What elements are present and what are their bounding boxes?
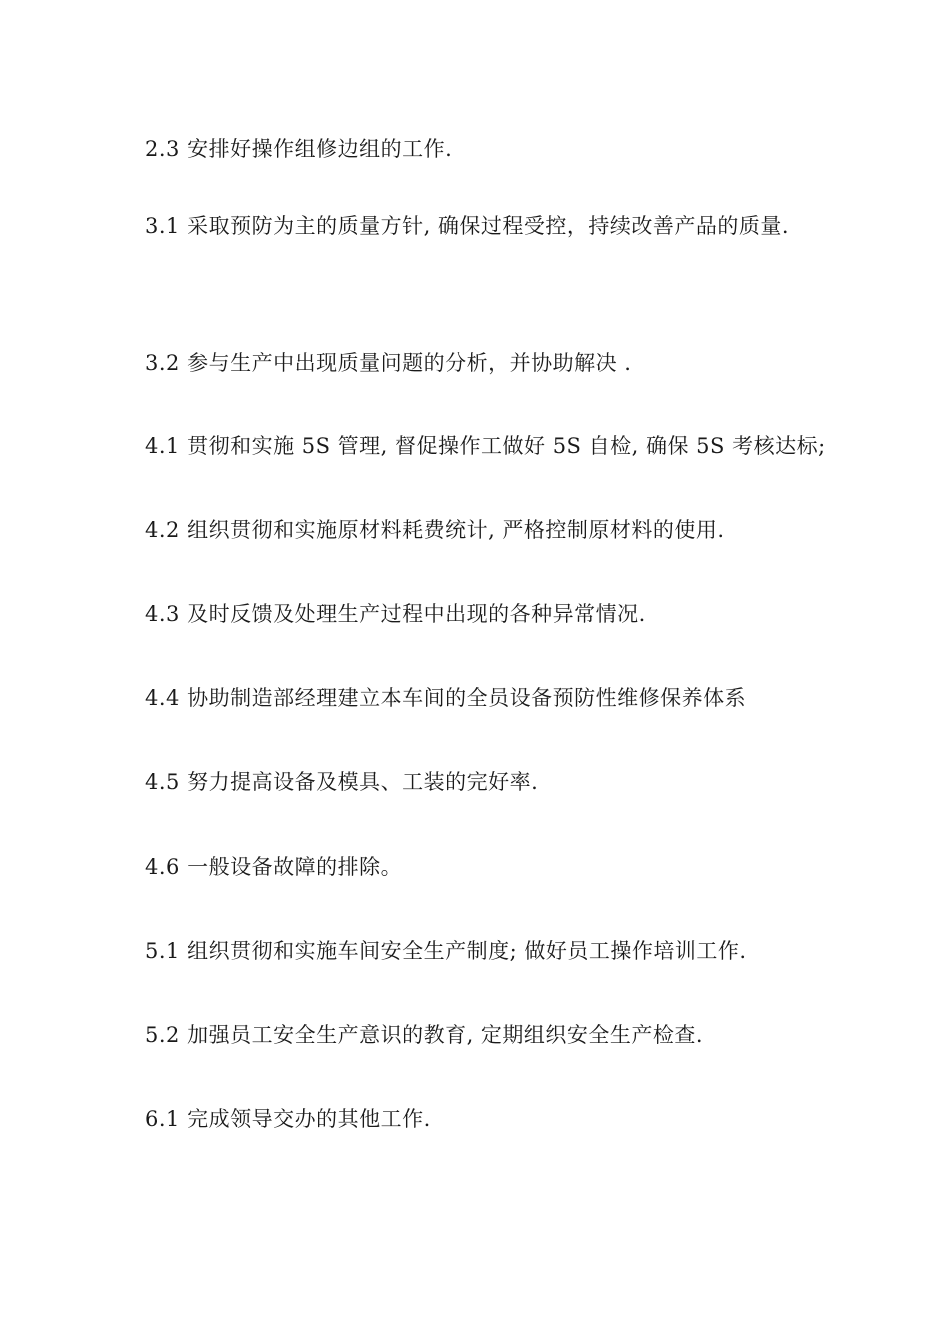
- paragraph-4-1: 4.1 贯彻和实施 5S 管理, 督促操作工做好 5S 自检, 确保 5S 考核达标;: [145, 434, 826, 458]
- paragraph-5-2: 5.2 加强员工安全生产意识的教育, 定期组织安全生产检查.: [145, 1023, 704, 1047]
- paragraph-4-2: 4.2 组织贯彻和实施原材料耗费统计, 严格控制原材料的使用.: [145, 518, 725, 542]
- paragraph-3-1: 3.1 采取预防为主的质量方针, 确保过程受控，持续改善产品的质量.: [145, 214, 790, 238]
- paragraph-3-2: 3.2 参与生产中出现质量问题的分析，并协助解决 .: [145, 351, 632, 375]
- paragraph-4-4: 4.4 协助制造部经理建立本车间的全员设备预防性维修保养体系: [145, 686, 747, 710]
- paragraph-4-5: 4.5 努力提高设备及模具、工装的完好率.: [145, 770, 539, 794]
- paragraph-6-1: 6.1 完成领导交办的其他工作.: [145, 1107, 431, 1131]
- paragraph-5-1: 5.1 组织贯彻和实施车间安全生产制度; 做好员工操作培训工作.: [145, 939, 747, 963]
- paragraph-4-3: 4.3 及时反馈及处理生产过程中出现的各种异常情况.: [145, 602, 646, 626]
- paragraph-4-6: 4.6 一般设备故障的排除。: [145, 855, 403, 879]
- paragraph-2-3: 2.3 安排好操作组修边组的工作.: [145, 137, 453, 161]
